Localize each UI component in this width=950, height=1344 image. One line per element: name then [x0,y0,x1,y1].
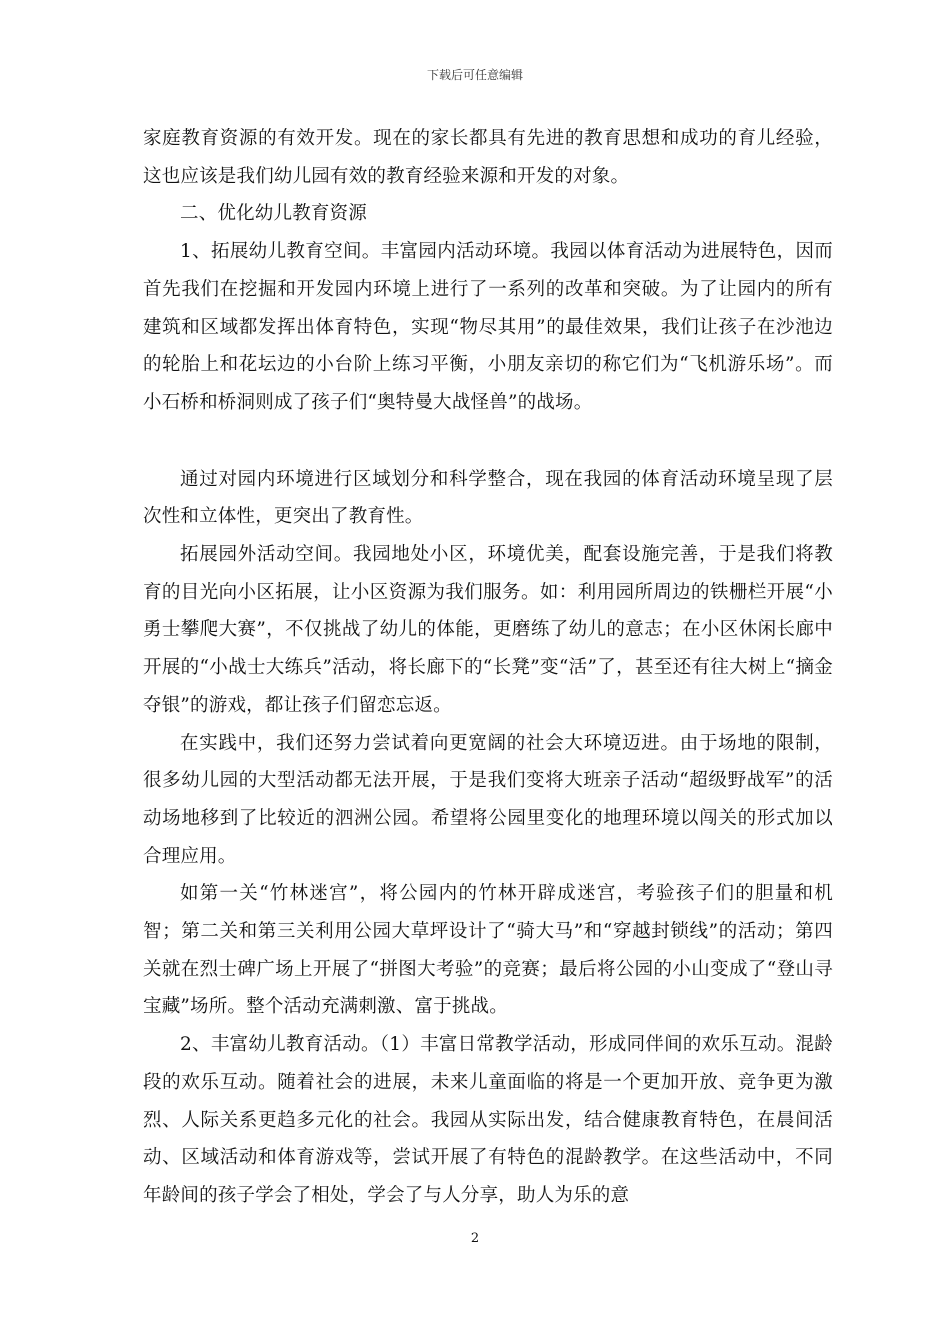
page-number: 2 [470,1231,480,1246]
paragraph-continuation: 家庭教育资源的有效开发。现在的家长都具有先进的教育思想和成功的育儿经验，这也应该是我们幼儿园有效的教育经验来源和开发的对象。 [143,128,833,187]
paragraph: 1、拓展幼儿教育空间。丰富园内活动环境。我园以体育活动为进展特色，因而首先我们在挖掘和开发园内环境上进行了一系列的改革和突破。为了让园内的所有建筑和区域都发挥出体育特色，实现“物尽其用”的最佳效果，我们让孩子在沙池边的轮胎上和花坛边的小台阶上练习平衡，小朋友亲切的称它们为“飞机游乐场”。而小石桥和桥洞则成了孩子们“奥特曼大战怪兽”的战场。 [143,241,833,413]
page-header: 下载后可任意编辑 [426,68,523,82]
paragraph: 在实践中，我们还努力尝试着向更宽阔的社会大环境迈进。由于场地的限制，很多幼儿园的大型活动都无法开展，于是我们变将大班亲子活动“超级野战军”的活动场地移到了比较近的泗洲公园。希望将公园里变化的地理环境以闯关的形式加以合理应用。 [143,732,833,867]
document-body [143,120,833,1215]
paragraph: 2、丰富幼儿教育活动。（1）丰富日常教学活动，形成同伴间的欢乐互动。混龄段的欢乐互动。随着社会的进展，未来儿童面临的将是一个更加开放、竞争更为激烈、人际关系更趋多元化的社会。我园从实际出发，结合健康教育特色，在晨间活动、区域活动和体育游戏等，尝试开展了有特色的混龄教学。在这些活动中，不同年龄间的孩子学会了相处，学会了与人分享，助人为乐的意 [143,1034,833,1206]
paragraph: 如第一关“竹林迷宫”，将公园内的竹林开辟成迷宫，考验孩子们的胆量和机智；第二关和第三关利用公园大草坪设计了“骑大马”和“穿越封锁线”的活动；第四关就在烈士碑广场上开展了“拼图大考验”的竞赛；最后将公园的小山变成了“登山寻宝藏”场所。整个活动充满刺激、富于挑战。 [143,883,833,1018]
section-heading: 二、优化幼儿教育资源 [180,203,368,225]
paragraph: 拓展园外活动空间。我园地处小区，环境优美，配套设施完善，于是我们将教育的目光向小区拓展，让小区资源为我们服务。如：利用园所周边的铁栅栏开展“小勇士攀爬大赛”，不仅挑战了幼儿的体能，更磨练了幼儿的意志；在小区休闲长廊中开展的“小战士大练兵”活动，将长廊下的“长凳”变“活”了，甚至还有往大树上“摘金夺银”的游戏，都让孩子们留恋忘返。 [143,544,833,716]
paragraph: 通过对园内环境进行区域划分和科学整合，现在我园的体育活动环境呈现了层次性和立体性，更突出了教育性。 [143,468,833,528]
